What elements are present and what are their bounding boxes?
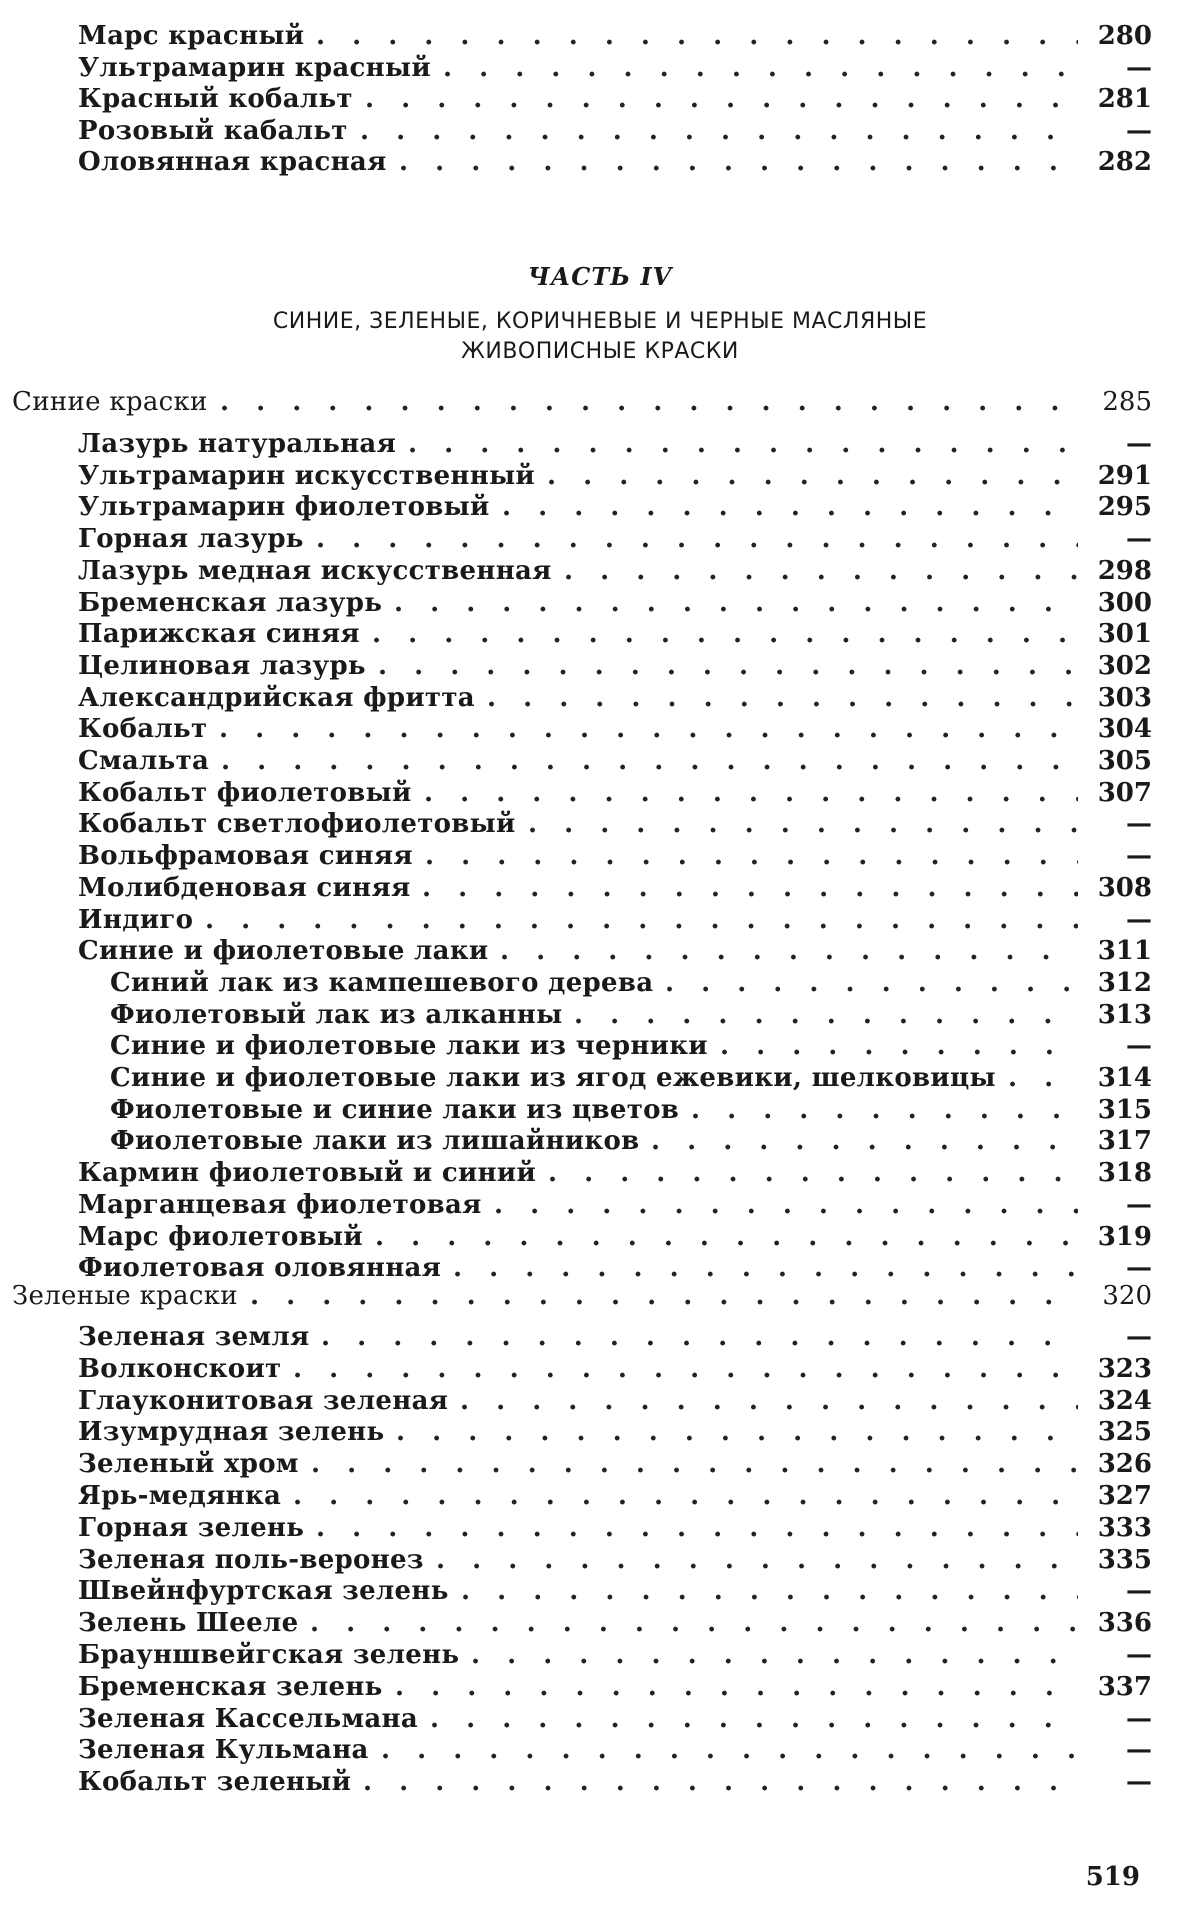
top-entry [78,83,1152,115]
top-entry-page: 281 [1092,83,1152,115]
blue-heading-page: 285 [1092,386,1152,418]
green-leader-dots: . . . . . . . . . . . . . . . . . . . . . [321,1321,1078,1353]
green-entry-page: — [1092,1321,1152,1353]
green-entry [78,1480,1152,1512]
green-entry [78,1575,1152,1607]
blue-leader-dots: . . . . . . . . . . . . . . . . . . [422,872,1078,904]
blue-entry-page: — [1092,808,1152,840]
green-entry [78,1703,1152,1735]
green-leader-dots: . . . . . . . . . . . . . . . . . . . . . . . [250,1280,1078,1312]
top-leader-dots: . . . . . . . . . . . . . . . . . . . . . [316,20,1078,52]
blue-entry-page: — [1092,904,1152,936]
blue-leader-dots: . . . . . . . . . . . . . . . . . . . [394,587,1078,619]
green-entry [78,1448,1152,1480]
green-leader-dots: . . . . . . . . . . . . . . . . . . . [381,1734,1078,1766]
top-entry-page: 280 [1092,20,1152,52]
green-entry-title: Зеленая Кульмана [78,1734,369,1766]
blue-entry [110,1062,1152,1094]
blue-entry-page: 300 [1092,587,1152,619]
green-entry [78,1353,1152,1385]
green-entry-page: 337 [1092,1671,1152,1703]
blue-entry [78,428,1152,460]
blue-entry-page: 311 [1092,935,1152,967]
green-leader-dots: . . . . . . . . . . . . . . . . . . . . . [316,1512,1078,1544]
top-leader-dots: . . . . . . . . . . . . . . . . . . . [399,146,1078,178]
blue-entry-title: Фиолетовая оловянная [78,1252,441,1284]
blue-leader-dots: . . . . . . . . . . . . . . . . . . [425,840,1078,872]
blue-heading-title: Синие краски [12,386,208,418]
blue-entry-page: — [1092,1030,1152,1062]
blue-entry-title: Смальта [78,745,209,777]
blue-leader-dots: . . . . . . . . . . . . . . . . . . . [378,650,1078,682]
green-entry-title: Ярь-медянка [78,1480,281,1512]
blue-leader-dots: . . . . . . . . . . . . . . . [528,808,1078,840]
green-entry [78,1734,1152,1766]
blue-entry-page: 302 [1092,650,1152,682]
section-title-line1: СИНИЕ, ЗЕЛЕНЫЕ, КОРИЧНЕВЫЕ И ЧЕРНЫЕ МАСЛЯНЫЕ [0,307,1200,337]
green-entry [78,1512,1152,1544]
blue-leader-dots: . . . . . . . . . . . . . . . . . . . . . . . . [205,904,1078,936]
green-heading-page: 320 [1092,1280,1152,1312]
top-entry [78,20,1152,52]
top-entry-page: — [1092,115,1152,147]
blue-entry-page: — [1092,428,1152,460]
blue-entry-title: Фиолетовые лаки из лишайников [110,1125,639,1157]
blue-leader-dots: . . . . . . . . . . . . . . . [548,1157,1078,1189]
blue-entry-title: Индиго [78,904,193,936]
blue-entry [110,967,1152,999]
blue-entry [78,618,1152,650]
blue-entry-title: Лазурь натуральная [78,428,396,460]
green-entry [78,1671,1152,1703]
blue-leader-dots: . . [1008,1062,1078,1094]
blue-entry [78,1157,1152,1189]
blue-entry [78,935,1152,967]
blue-heading [12,386,1152,418]
blue-leader-dots: . . . . . . . . . . . [665,967,1078,999]
green-leader-dots: . . . . . . . . . . . . . . . . . [460,1385,1078,1417]
blue-entry [78,1189,1152,1221]
blue-entry-page: 303 [1092,682,1152,714]
top-leader-dots: . . . . . . . . . . . . . . . . . . [443,52,1078,84]
green-entry-title: Бременская зелень [78,1671,383,1703]
blue-entry-title: Парижская синяя [78,618,360,650]
green-entry [78,1416,1152,1448]
blue-entry-page: 315 [1092,1094,1152,1126]
blue-entry [110,1125,1152,1157]
green-entry-page: 326 [1092,1448,1152,1480]
blue-entry [110,1030,1152,1062]
top-entry [78,115,1152,147]
top-entry-title: Оловянная красная [78,146,387,178]
blue-entry [110,1094,1152,1126]
blue-leader-dots: . . . . . . . . . . [720,1030,1078,1062]
green-entry-page: 335 [1092,1544,1152,1576]
green-entry-page: — [1092,1639,1152,1671]
blue-leader-dots: . . . . . . . . . . . . . . . . . [453,1252,1078,1284]
blue-entry-title: Синие и фиолетовые лаки [78,935,488,967]
blue-entry-title: Целиновая лазурь [78,650,366,682]
green-entry-page: 327 [1092,1480,1152,1512]
blue-entry-page: — [1092,840,1152,872]
blue-entry [78,1221,1152,1253]
green-entry [78,1385,1152,1417]
blue-entry-page: 308 [1092,872,1152,904]
blue-entry [78,872,1152,904]
top-entry-title: Розовый кабальт [78,115,348,147]
blue-entry [78,713,1152,745]
blue-entry [78,904,1152,936]
blue-entry-title: Молибденовая синяя [78,872,410,904]
blue-leader-dots: . . . . . . . . . . . . . . . . . . . . . . . . [221,745,1078,777]
blue-entry-page: 298 [1092,555,1152,587]
blue-entry-title: Лазурь медная искусственная [78,555,552,587]
green-entry [78,1607,1152,1639]
top-entry [78,52,1152,84]
green-entry-page: — [1092,1703,1152,1735]
blue-entry-page: 295 [1092,491,1152,523]
blue-leader-dots: . . . . . . . . . . . . . . [564,555,1078,587]
blue-leader-dots: . . . . . . . . . . . . . . . . . . . . . . . . [219,713,1078,745]
blue-entry-page: — [1092,1252,1152,1284]
green-leader-dots: . . . . . . . . . . . . . . . . . . . . . . [293,1353,1078,1385]
blue-entry-page: 305 [1092,745,1152,777]
blue-leader-dots: . . . . . . . . . . . . . . . . [494,1189,1078,1221]
blue-entry-page: 307 [1092,777,1152,809]
green-leader-dots: . . . . . . . . . . . . . . . . . . . [396,1416,1078,1448]
top-entry-title: Марс красный [78,20,304,52]
green-entry-title: Зеленая земля [78,1321,309,1353]
blue-entry-page: 304 [1092,713,1152,745]
blue-entry-title: Кобальт фиолетовый [78,777,412,809]
top-entry-title: Красный кобальт [78,83,353,115]
blue-entry-title: Кобальт светлофиолетовый [78,808,516,840]
blue-entry-title: Фиолетовые и синие лаки из цветов [110,1094,679,1126]
blue-entry-page: — [1092,523,1152,555]
top-entry-title: Ультрамарин красный [78,52,431,84]
blue-entry [78,682,1152,714]
blue-leader-dots: . . . . . . . . . . . . [651,1125,1078,1157]
blue-entry-title: Александрийская фритта [78,682,475,714]
blue-entry [78,777,1152,809]
green-leader-dots: . . . . . . . . . . . . . . . . . . . [395,1671,1078,1703]
green-entry-title: Глауконитовая зеленая [78,1385,448,1417]
blue-entry-page: 313 [1092,999,1152,1031]
top-entry [78,146,1152,178]
green-entry-page: — [1092,1575,1152,1607]
blue-entry-title: Синие и фиолетовые лаки из ягод ежевики, шелковицы [110,1062,996,1094]
green-entry-title: Волконскоит [78,1353,281,1385]
green-entry [78,1544,1152,1576]
green-entry-title: Изумрудная зелень [78,1416,384,1448]
blue-entry-page: 318 [1092,1157,1152,1189]
blue-entry [78,460,1152,492]
green-heading-title: Зеленые краски [12,1280,238,1312]
blue-leader-dots: . . . . . . . . . . . . . . . . . . . . . . . . [220,386,1078,418]
green-leader-dots: . . . . . . . . . . . . . . . . . . [436,1544,1078,1576]
top-leader-dots: . . . . . . . . . . . . . . . . . . . . [360,115,1078,147]
green-entry [78,1766,1152,1798]
blue-entry-page: 319 [1092,1221,1152,1253]
blue-entry [78,523,1152,555]
green-entry-page: 333 [1092,1512,1152,1544]
blue-entry-page: 301 [1092,618,1152,650]
blue-entry-title: Фиолетовый лак из алканны [110,999,562,1031]
blue-entry-title: Горная лазурь [78,523,304,555]
blue-entry [78,491,1152,523]
part-heading: ЧАСТЬ IV [0,262,1200,291]
green-leader-dots: . . . . . . . . . . . . . . . . . [461,1575,1078,1607]
green-entry-title: Горная зелень [78,1512,304,1544]
green-entry-page: — [1092,1734,1152,1766]
blue-entry-title: Синий лак из кампешевого дерева [110,967,653,999]
blue-leader-dots: . . . . . . . . . . . . . . [574,999,1078,1031]
green-entry-title: Зеленая поль-веронез [78,1544,424,1576]
page-number: 519 [1086,1862,1140,1892]
top-entry-page: — [1092,52,1152,84]
blue-leader-dots: . . . . . . . . . . . [691,1094,1078,1126]
blue-entry-title: Кармин фиолетовый и синий [78,1157,536,1189]
green-entry-page: 323 [1092,1353,1152,1385]
green-leader-dots: . . . . . . . . . . . . . . . . . . [430,1703,1078,1735]
top-entry-page: 282 [1092,146,1152,178]
green-entry-page: 336 [1092,1607,1152,1639]
blue-leader-dots: . . . . . . . . . . . . . . . [547,460,1078,492]
blue-entry-title: Синие и фиолетовые лаки из черники [110,1030,708,1062]
green-entry-title: Швейнфуртская зелень [78,1575,449,1607]
blue-entry [78,840,1152,872]
green-heading [12,1280,1152,1312]
blue-entry-title: Ультрамарин фиолетовый [78,491,490,523]
green-entry-page: 324 [1092,1385,1152,1417]
green-leader-dots: . . . . . . . . . . . . . . . . . . . . [363,1766,1078,1798]
blue-leader-dots: . . . . . . . . . . . . . . . . . . . [408,428,1078,460]
top-leader-dots: . . . . . . . . . . . . . . . . . . . . [365,83,1078,115]
blue-leader-dots: . . . . . . . . . . . . . . . . . . . . [375,1221,1078,1253]
blue-entry-page: — [1092,1189,1152,1221]
blue-entry-title: Кобальт [78,713,207,745]
green-leader-dots: . . . . . . . . . . . . . . . . . . . . . [311,1448,1078,1480]
blue-entry-page: 314 [1092,1062,1152,1094]
blue-entry [110,999,1152,1031]
blue-entry [78,650,1152,682]
blue-leader-dots: . . . . . . . . . . . . . . . . [502,491,1078,523]
blue-entry [78,808,1152,840]
blue-entry-title: Ультрамарин искусственный [78,460,535,492]
green-entry-title: Кобальт зеленый [78,1766,351,1798]
blue-leader-dots: . . . . . . . . . . . . . . . . . . [424,777,1078,809]
blue-entry-title: Марганцевая фиолетовая [78,1189,482,1221]
section-title-line2: ЖИВОПИСНЫЕ КРАСКИ [0,337,1200,367]
green-leader-dots: . . . . . . . . . . . . . . . . . [471,1639,1078,1671]
blue-leader-dots: . . . . . . . . . . . . . . . . [487,682,1078,714]
green-leader-dots: . . . . . . . . . . . . . . . . . . . . . [310,1607,1078,1639]
blue-entry-page: 317 [1092,1125,1152,1157]
green-entry-title: Зеленый хром [78,1448,299,1480]
blue-entry-title: Марс фиолетовый [78,1221,363,1253]
green-entry-page: 325 [1092,1416,1152,1448]
blue-leader-dots: . . . . . . . . . . . . . . . . . . . . [372,618,1078,650]
green-entry [78,1321,1152,1353]
green-entry-title: Зелень Шееле [78,1607,298,1639]
green-entry [78,1639,1152,1671]
blue-entry [78,587,1152,619]
green-entry-page: — [1092,1766,1152,1798]
green-entry-title: Зеленая Кассельмана [78,1703,418,1735]
blue-entry-page: 312 [1092,967,1152,999]
blue-entry [78,745,1152,777]
blue-entry-page: 291 [1092,460,1152,492]
blue-leader-dots: . . . . . . . . . . . . . . . . [500,935,1078,967]
green-entry-title: Брауншвейгская зелень [78,1639,459,1671]
blue-entry-title: Бременская лазурь [78,587,382,619]
blue-entry [78,555,1152,587]
green-leader-dots: . . . . . . . . . . . . . . . . . . . . . . [293,1480,1078,1512]
blue-entry-title: Вольфрамовая синяя [78,840,413,872]
blue-leader-dots: . . . . . . . . . . . . . . . . . . . . . [316,523,1078,555]
